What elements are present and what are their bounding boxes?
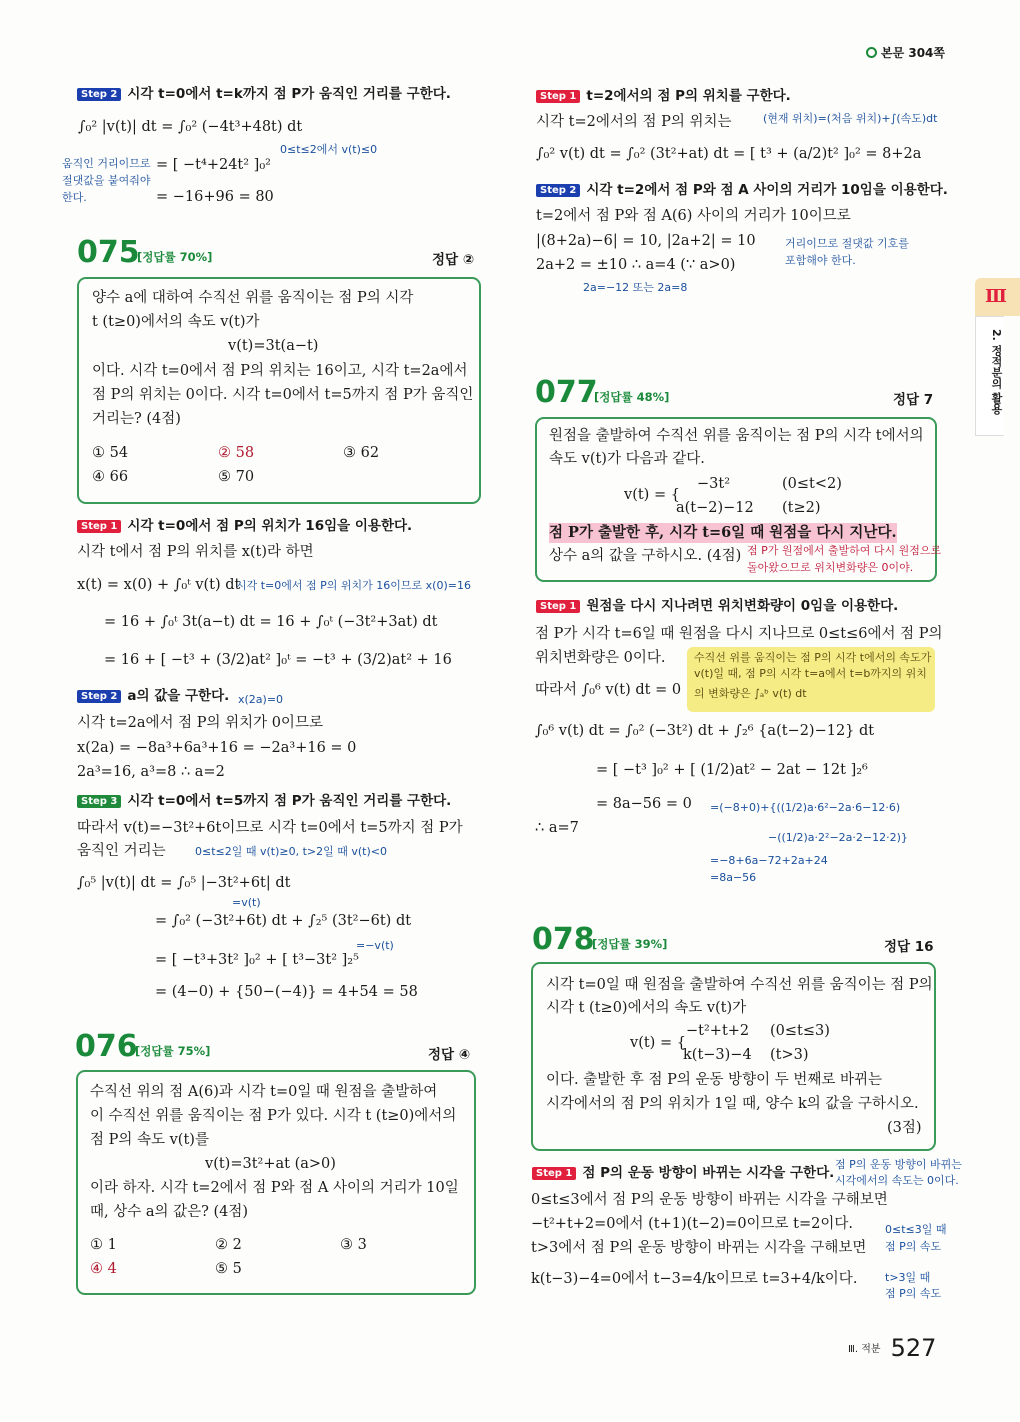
solution-line: k(t−3)−4=0에서 t−3=4/k이므로 t=3+4/k이다. — [531, 1271, 858, 1287]
footer-chapter: Ⅲ. 적분 — [848, 1344, 881, 1355]
choice-5[interactable]: ⑤ 70 — [218, 469, 255, 485]
choice-3[interactable]: ③ 62 — [343, 445, 380, 461]
piecewise-label: v(t) = { — [630, 1035, 686, 1051]
solution-line: 0≤t≤3에서 점 P의 운동 방향이 바뀌는 시각을 구해보면 — [531, 1192, 888, 1208]
solution-line: ∫₀⁶ v(t) dt = ∫₀² (−3t²) dt + ∫₂⁶ {a(t−2)−12} dt — [535, 723, 875, 739]
solution-line: = (4−0) + {50−(−4)} = 4+54 = 58 — [155, 984, 418, 1000]
solution-line: ∫₀⁵ |v(t)| dt = ∫₀⁵ |−3t²+6t| dt — [77, 875, 291, 891]
solution-line: 시각 t=2에서의 점 P의 위치는 — [536, 114, 732, 130]
solution-line: = ∫₀² (−3t²+6t) dt + ∫₂⁵ (3t²−6t) dt — [155, 913, 412, 929]
solution-line: t>3에서 점 P의 운동 방향이 바뀌는 시각을 구해보면 — [531, 1240, 867, 1256]
equation: = [ −t⁴+24t² ]₀² — [156, 157, 271, 173]
step-title: 점 P의 운동 방향이 바뀌는 시각을 구한다. — [582, 1165, 835, 1181]
choice-4[interactable]: ④ 4 — [90, 1261, 117, 1277]
piecewise-label: v(t) = { — [624, 487, 680, 503]
problem-number: 076 — [75, 1029, 138, 1064]
problem-line: 시각에서의 점 P의 위치가 1일 때, 양수 k의 값을 구하시오. — [546, 1096, 919, 1112]
step-heading — [77, 687, 229, 705]
choice-1[interactable]: ① 1 — [90, 1237, 117, 1253]
problem-number: 075 — [77, 235, 140, 270]
choice-5[interactable]: ⑤ 5 — [215, 1261, 242, 1277]
piecewise-case: k(t−3)−4 — [683, 1047, 752, 1063]
annotation: 0≤t≤2일 때 v(t)≥0, t>2일 때 v(t)<0 — [195, 845, 387, 858]
problem-line: 이다. 시각 t=0에서 점 P의 위치는 16이고, 시각 t=2a에서 — [92, 363, 468, 379]
circle-icon — [866, 47, 877, 58]
solution-line: = 16 + [ −t³ + (3/2)at² ]₀ᵗ = −t³ + (3/2)at² + 16 — [104, 652, 452, 668]
page-number: 527 — [890, 1334, 937, 1362]
annotation: =v(t) — [232, 896, 261, 909]
solution-line: = [ −t³ ]₀² + [ (1/2)at² − 2at − 12t ]₂⁶ — [596, 762, 868, 778]
answer: 정답 16 — [884, 939, 934, 955]
problem-line: 양수 a에 대하여 수직선 위를 움직이는 점 P의 시각 — [92, 290, 414, 306]
step-badge: Step 1 — [532, 1167, 576, 1180]
choice-3[interactable]: ③ 3 — [340, 1237, 367, 1253]
step-badge: Step 1 — [536, 90, 580, 103]
annotation: 점 P가 원점에서 출발하여 다시 원점으로 — [747, 544, 942, 557]
problem-line: 수직선 위의 점 A(6)과 시각 t=0일 때 원점을 출발하여 — [90, 1084, 438, 1100]
solution-line: t=2에서 점 P와 점 A(6) 사이의 거리가 10이므로 — [536, 208, 851, 224]
annotation: 움직인 거리이므로 — [62, 157, 151, 170]
annotation: 시각에서의 속도는 0이다. — [835, 1174, 959, 1187]
solution-line: 움직인 거리는 — [77, 843, 166, 859]
annotation: =−v(t) — [356, 939, 394, 952]
solution-line: ∫₀² v(t) dt = ∫₀² (3t²+at) dt = [ t³ + (a/2)t² ]₀² = 8+2a — [536, 146, 922, 162]
step-title: a의 값을 구한다. — [127, 688, 230, 704]
solution-line: 따라서 ∫₀⁶ v(t) dt = 0 — [535, 682, 682, 698]
step-badge: Step 2 — [77, 690, 121, 703]
chapter-tab: Ⅲ — [975, 278, 1020, 316]
solution-line: x(t) = x(0) + ∫₀ᵗ v(t) dt — [77, 577, 241, 593]
problem-line: 때, 상수 a의 값은? (4점) — [90, 1204, 249, 1220]
section-tab: 2. 정적분의 활용 — [975, 316, 1004, 436]
annotation: =−8+6a−72+2a+24 — [710, 854, 828, 867]
choice-2[interactable]: ② 2 — [215, 1237, 242, 1253]
answer: 정답 ② — [432, 252, 475, 268]
problem-line: 점 P의 속도 v(t)를 — [90, 1132, 209, 1148]
annotation: 0≤t≤3일 때 — [885, 1223, 947, 1236]
annotation: 0≤t≤2에서 v(t)≤0 — [280, 143, 378, 156]
solution-line: x(2a) = −8a³+6a³+16 = −2a³+16 = 0 — [77, 740, 357, 756]
problem-line: 이라 하자. 시각 t=2에서 점 P와 점 A 사이의 거리가 10일 — [90, 1180, 459, 1196]
annotation: 돌아왔으므로 위치변화량은 0이야. — [747, 561, 914, 574]
problem-line: t (t≥0)에서의 속도 v(t)가 — [92, 314, 260, 330]
problem-line: 점 P의 위치는 0이다. 시각 t=0에서 t=5까지 점 P가 움직인 — [92, 387, 474, 403]
page-reference — [866, 43, 945, 63]
correct-rate: [정답률 70%] — [137, 250, 213, 264]
problem-number: 078 — [532, 922, 595, 957]
annotation: 점 P의 속도 — [885, 1240, 942, 1253]
solution-line: 2a+2 = ±10 ∴ a=4 (∵ a>0) — [536, 257, 736, 273]
problem-line: 거리는? (4점) — [92, 411, 181, 427]
annotation: =8a−56 — [710, 871, 757, 884]
step-heading — [536, 181, 948, 199]
annotation: 시각 t=0에서 점 P의 위치가 16이므로 x(0)=16 — [236, 579, 471, 592]
step-title: 시각 t=0에서 t=5까지 점 P가 움직인 거리를 구한다. — [127, 793, 452, 809]
problem-line: 시각 t (t≥0)에서의 속도 v(t)가 — [546, 1000, 747, 1016]
problem-line: 속도 v(t)가 다음과 같다. — [549, 451, 705, 467]
step-badge: Step 1 — [536, 600, 580, 613]
solution-line: 2a³=16, a³=8 ∴ a=2 — [77, 764, 225, 780]
solution-line: 시각 t=2a에서 점 P의 위치가 0이므로 — [77, 715, 323, 731]
annotation: =(−8+0)+{((1/2)a·6²−2a·6−12·6) — [710, 801, 901, 814]
step-badge: Step 2 — [536, 184, 580, 197]
tip-text: 수직선 위를 움직이는 점 P의 시각 t에서의 속도가 — [694, 651, 932, 664]
solution-line: 시각 t에서 점 P의 위치를 x(t)라 하면 — [77, 544, 314, 560]
step-badge: Step 1 — [77, 520, 121, 533]
piecewise-case: −3t² — [697, 476, 731, 492]
solution-line: 위치변화량은 0이다. — [535, 650, 666, 666]
solution-line: 따라서 v(t)=−3t²+6t이므로 시각 t=0에서 t=5까지 점 P가 — [77, 820, 463, 836]
step-heading — [77, 517, 412, 535]
answer: 정답 ④ — [428, 1047, 471, 1063]
correct-rate: [정답률 75%] — [135, 1044, 211, 1058]
annotation: (현재 위치)=(처음 위치)+∫(속도)dt — [763, 112, 938, 125]
equation: ∫₀² |v(t)| dt = ∫₀² (−4t³+48t) dt — [78, 119, 303, 135]
piecewise-cond: (0≤t<2) — [782, 476, 842, 492]
step-title: 시각 t=2에서 점 P와 점 A 사이의 거리가 10임을 이용한다. — [586, 182, 948, 198]
step-badge: Step 3 — [77, 795, 121, 808]
correct-rate: [정답률 39%] — [592, 937, 668, 951]
step-badge: Step 2 — [77, 88, 121, 101]
step-heading — [77, 85, 451, 103]
choice-1[interactable]: ① 54 — [92, 445, 129, 461]
tip-text: 의 변화량은 ∫ₐᵇ v(t) dt — [694, 687, 807, 700]
problem-line: 이다. 출발한 후 점 P의 운동 방향이 두 번째로 바뀌는 — [546, 1072, 882, 1088]
piecewise-case: −t²+t+2 — [686, 1023, 750, 1039]
correct-rate: [정답률 48%] — [594, 390, 670, 404]
annotation: 포함해야 한다. — [785, 254, 856, 267]
step-title: 원점을 다시 지나려면 위치변화량이 0임을 이용한다. — [586, 598, 899, 614]
solution-line: |(8+2a)−6| = 10, |2a+2| = 10 — [536, 233, 756, 249]
step-heading — [77, 792, 451, 810]
solution-line: −t²+t+2=0에서 (t+1)(t−2)=0이므로 t=2이다. — [531, 1216, 853, 1232]
annotation: t>3일 때 — [885, 1271, 931, 1284]
annotation: 거리이므로 절댓값 기호를 — [785, 237, 909, 250]
choice-2[interactable]: ② 58 — [218, 445, 255, 461]
equation: = −16+96 = 80 — [156, 189, 274, 205]
step-heading — [536, 87, 791, 105]
piecewise-cond: (t≥2) — [782, 500, 821, 516]
highlighted-condition: 점 P가 출발한 후, 시각 t=6일 때 원점을 다시 지난다. — [549, 524, 897, 541]
page-ref-text: 본문 304쪽 — [881, 46, 946, 60]
answer: 정답 7 — [893, 392, 934, 408]
problem-line: 상수 a의 값을 구하시오. (4점) — [549, 548, 742, 564]
piecewise-case: a(t−2)−12 — [676, 500, 754, 516]
annotation: 점 P의 속도 — [885, 1287, 942, 1300]
piecewise-cond: (t>3) — [770, 1047, 809, 1063]
problem-line: v(t)=3t²+at (a>0) — [205, 1156, 336, 1172]
annotation: 2a=−12 또는 2a=8 — [583, 281, 688, 294]
side-tab[interactable] — [975, 278, 1020, 448]
annotation: 한다. — [62, 191, 87, 204]
problem-line: 이 수직선 위를 움직이는 점 P가 있다. 시각 t (t≥0)에서의 — [90, 1108, 457, 1124]
piecewise-cond: (0≤t≤3) — [770, 1023, 830, 1039]
solution-line: = 16 + ∫₀ᵗ 3t(a−t) dt = 16 + ∫₀ᵗ (−3t²+3at) dt — [104, 614, 438, 630]
problem-line: 원점을 출발하여 수직선 위를 움직이는 점 P의 시각 t에서의 — [549, 428, 924, 444]
step-title: 시각 t=0에서 점 P의 위치가 16임을 이용한다. — [127, 518, 413, 534]
tip-text: v(t)일 때, 점 P의 시각 t=a에서 t=b까지의 위치 — [694, 667, 927, 680]
annotation: x(2a)=0 — [238, 693, 284, 706]
step-heading — [536, 597, 898, 615]
solution-line: 점 P가 시각 t=6일 때 원점을 다시 지나므로 0≤t≤6에서 점 P의 — [535, 626, 943, 642]
solution-line: ∴ a=7 — [535, 820, 579, 836]
annotation: 절댓값을 붙여줘야 — [62, 174, 151, 187]
step-heading — [532, 1164, 834, 1182]
annotation: −((1/2)a·2²−2a·2−12·2)} — [768, 831, 908, 844]
problem-line: v(t)=3t(a−t) — [228, 338, 319, 354]
step-title: t=2에서의 점 P의 위치를 구한다. — [586, 88, 791, 104]
step-title: 시각 t=0에서 t=k까지 점 P가 움직인 거리를 구한다. — [127, 86, 451, 102]
annotation: 점 P의 운동 방향이 바뀌는 — [835, 1158, 962, 1171]
choice-4[interactable]: ④ 66 — [92, 469, 129, 485]
problem-line: 시각 t=0일 때 원점을 출발하여 수직선 위를 움직이는 점 P의 — [546, 977, 933, 993]
points: (3점) — [887, 1120, 922, 1136]
solution-line: = 8a−56 = 0 — [596, 796, 692, 812]
problem-number: 077 — [535, 375, 598, 410]
solution-line: = [ −t³+3t² ]₀² + [ t³−3t² ]₂⁵ — [155, 952, 359, 968]
footer — [848, 1334, 937, 1362]
